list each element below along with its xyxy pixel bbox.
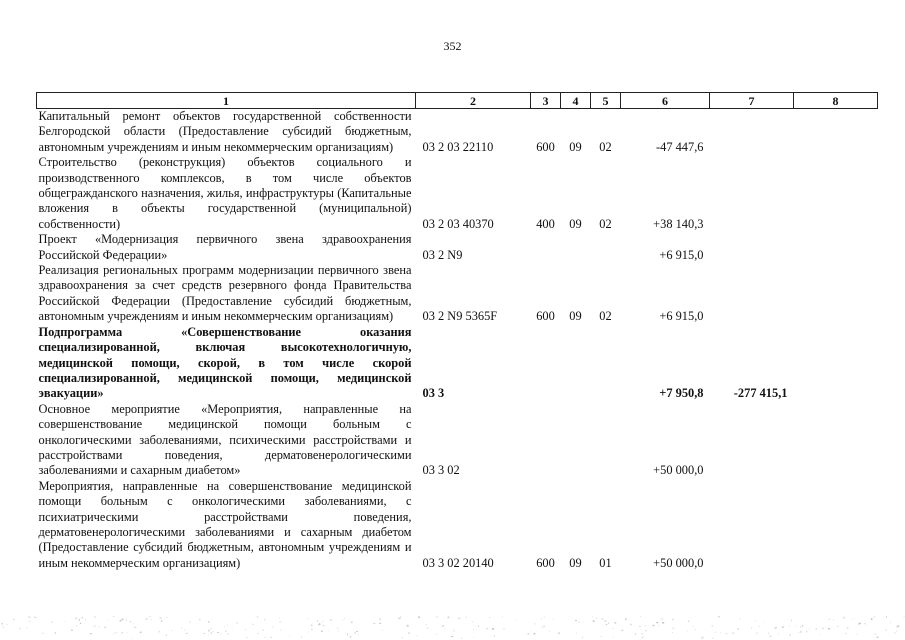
row-col7 [710,232,794,263]
row-col6: +6 915,0 [659,309,704,324]
row-code: 03 2 03 40370 [422,216,494,231]
table-row [37,479,878,571]
column-header-3: 3 [531,93,561,109]
row-description: Реализация региональных программ модернизации первичного звена здравоохранения за счет средств резервного фонда Правительства Российской Федерации (Предоставление субсидий бюджетным, автономным учреждениям и иным некоммерческим организациям) [38,263,412,324]
row-col4: 09 [569,309,582,324]
budget-table [36,92,878,571]
column-header-2: 2 [416,93,531,109]
row-code: 03 2 N9 [422,247,463,262]
row-col5: 02 [599,139,612,154]
row-col5: 02 [599,216,612,231]
column-header-4: 4 [561,93,591,109]
table-row [37,155,878,232]
row-col7 [710,402,794,479]
row-col4 [561,325,591,402]
row-col8 [794,402,878,479]
row-code: 03 2 03 22110 [422,139,494,154]
table-row [37,232,878,263]
row-col4: 09 [569,139,582,154]
row-col6: -47 447,6 [656,139,704,154]
table-row [37,109,878,156]
row-col6: +38 140,3 [653,216,704,231]
row-col4 [561,232,591,263]
row-col8 [794,155,878,232]
row-col4: 09 [569,216,582,231]
column-header-8: 8 [794,93,878,109]
row-col8 [794,109,878,156]
row-description: Капитальный ремонт объектов государственной собственности Белгородской области (Предоставление субсидий бюджетным, автономным учреждениям и иным некоммерческим организациям) [38,109,412,154]
row-code: 03 3 02 20140 [422,555,494,570]
row-col5 [591,402,621,479]
row-description: Подпрограмма «Совершенствование оказания специализированной, включая высокотехнологичную, медицинской помощи, скорой, в том числе скорой специализированной, медицинской помощи, медицинской эвакуации» [38,324,412,401]
row-col3: 400 [536,216,555,231]
row-col3 [531,232,561,263]
row-col6: +50 000,0 [653,463,704,478]
row-col3 [531,325,561,402]
row-col5: 02 [599,309,612,324]
table-row [37,325,878,402]
column-header-6: 6 [621,93,710,109]
row-col5 [591,325,621,402]
row-description: Строительство (реконструкция) объектов социального и производственного комплексов, в том числе объектов общегражданского назначения, жилья, инфраструктуры (Капитальные вложения в объекты государственной (муниципальной) собственности) [38,155,412,231]
table-body [37,109,878,572]
row-col8 [794,325,878,402]
row-code: 03 2 N9 5365F [422,309,498,324]
row-col7 [710,109,794,156]
row-col4: 09 [569,555,582,570]
row-description: Мероприятия, направленные на совершенствование медицинской помощи больным с онкологическими заболеваниями, с психиатрическими расстройствами поведения, дерматовенерологическими заболеваниями и сахарным диабетом (Предоставление субсидий бюджетным, автономным учреждениям и иным некоммерческим организациям) [38,478,412,570]
column-header-1: 1 [37,93,416,109]
scan-noise-decoration [0,606,905,640]
row-code: 03 3 [422,386,445,401]
row-col5: 01 [599,555,612,570]
row-description: Основное мероприятие «Мероприятия, направленные на совершенствование медицинской помощи больным с онкологическими заболеваниями, психическими расстройствами и расстройствами поведения, дерматовенерологическими заболеваниями и сахарным диабетом» [38,401,412,478]
row-col4 [561,402,591,479]
row-col5 [591,232,621,263]
row-description: Проект «Модернизация первичного звена здравоохранения Российской Федерации» [38,232,412,262]
page-number: 352 [443,39,462,53]
row-col8 [794,263,878,325]
row-col3: 600 [536,555,555,570]
row-col8 [794,479,878,571]
row-col7 [710,263,794,325]
row-col7: -277 415,1 [733,386,788,401]
table-header-row [37,93,878,109]
table-row [37,402,878,479]
row-col3: 600 [536,139,555,154]
table-row [37,263,878,325]
column-header-5: 5 [591,93,621,109]
row-col3: 600 [536,309,555,324]
column-header-7: 7 [710,93,794,109]
row-col3 [531,402,561,479]
row-col6: +7 950,8 [659,386,704,401]
row-code: 03 3 02 [422,463,460,478]
row-col7 [710,155,794,232]
row-col6: +50 000,0 [653,555,704,570]
row-col8 [794,232,878,263]
row-col7 [710,479,794,571]
row-col6: +6 915,0 [659,247,704,262]
